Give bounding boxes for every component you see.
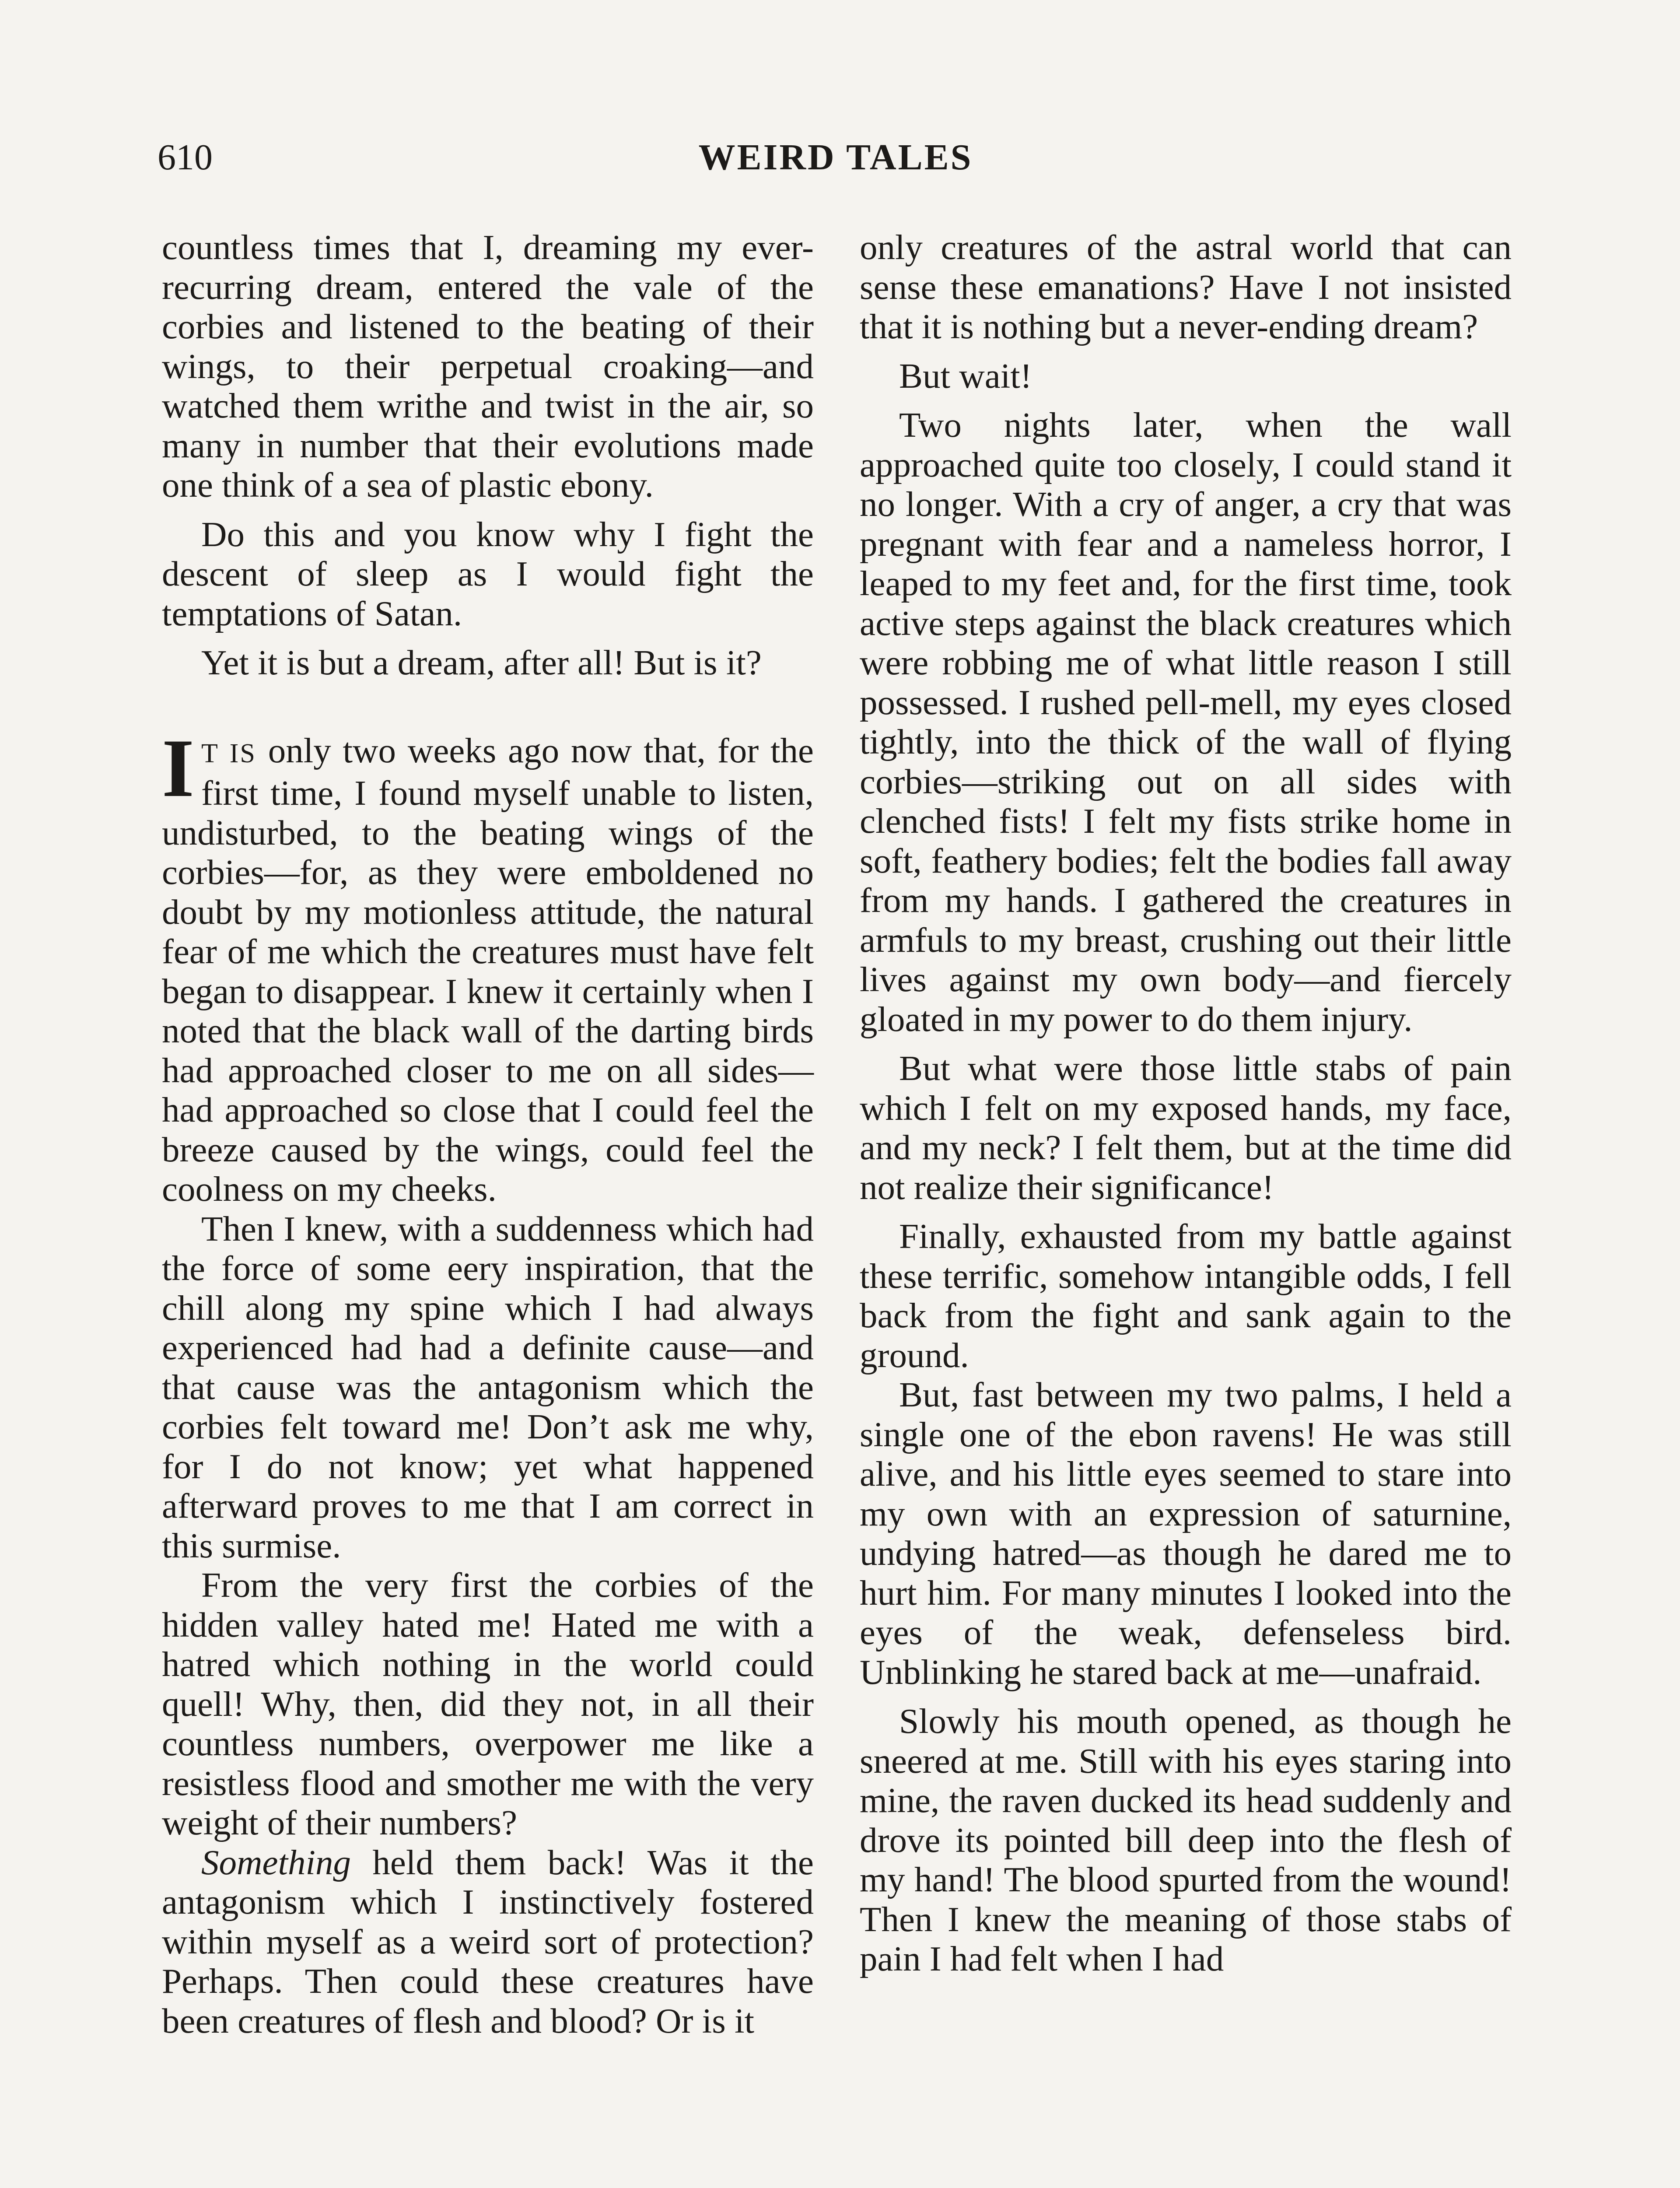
paragraph: Yet it is but a dream, after all! But is it? — [201, 643, 762, 682]
paragraph — [162, 1843, 814, 2041]
paragraph-text: only two weeks ago now that, for the first time, I found myself unable to listen, undisturbed, to the beating wings of the corbies—for, as they were emboldened no doubt by my motionless attitude, the natural fear of me which the creatures must have felt began to disappear. I knew it certainly when I noted that the black wall of the darting birds had approached closer to me on all sides—had approached so close that I could feel the breeze caused by the wings, could feel the coolness on my cheeks. — [162, 730, 814, 1209]
paragraph: From the very first the corbies of the hidden valley hated me! Hated me with a hatred which nothing in the world could quell! Why, then, did they not, in all their countless numbers, overpower me like a resistless flood and smother me with the very weight of their numbers? — [162, 1565, 814, 1842]
paragraph: only creatures of the astral world that can sense these emanations? Have I not insisted that it is nothing but a never-ending dream? — [860, 228, 1512, 346]
paragraph: Finally, exhausted from my battle against these terrific, somehow intangible odds, I fell back from the fight and sank again to the ground. — [860, 1217, 1512, 1375]
paragraph: Two nights later, when the wall approached quite too closely, I could stand it no longer. With a cry of anger, a cry that was pregnant with fear and a nameless horror, I leaped to my feet and, for the first time, took active steps against the black creatures which were robbing me of what little reason I still possessed. I rushed pell-mell, my eyes closed tightly, into the thick of the wall of flying corbies—striking out on all sides with clenched fists! I felt my fists strike home in soft, feathery bodies; felt the bodies fall away from my hands. I gathered the creatures in armfuls to my breast, crushing out their little lives against my own body—and fiercely gloated in my power to do them injury. — [860, 405, 1512, 1039]
running-title: WEIRD TALES — [698, 137, 973, 178]
paragraph: countless times that I, dreaming my ever-recurring dream, entered the vale of the corbies and listened to the beating of their wings, to their perpetual croaking—and watched them writhe and twist in the air, so many in number that their evolutions made one think of a sea of plastic ebony. — [162, 228, 814, 505]
paragraph-text: held them back! Was it the antagonism which I instinctively fostered within myself as a weird sort of protection? Perhaps. Then could these creatures have been creatures of flesh and blood? Or is it — [162, 1842, 814, 2041]
paragraph: Then I knew, with a suddenness which had the force of some eery inspiration, that the chill along my spine which I had always experienced had had a definite cause—and that cause was the antagonism which the corbies felt toward me! Don’t ask me why, for I do not know; yet what happened afterward proves to me that I am correct in this surmise. — [162, 1209, 814, 1565]
section-opening-paragraph — [162, 722, 814, 1209]
page-header — [158, 131, 1514, 184]
paragraph: But what were those little stabs of pain which I felt on my exposed hands, my face, and my neck? I felt them, but at the time did not realize their significance! — [860, 1048, 1512, 1207]
drop-cap: I — [162, 722, 194, 814]
right-column — [860, 228, 1512, 1979]
paragraph: But wait! — [899, 356, 1032, 396]
italic-word: Something — [201, 1842, 351, 1882]
paragraph: Slowly his mouth opened, as though he sneered at me. Still with his eyes staring into mine, the raven ducked its head suddenly and drove its pointed bill deep into the flesh of my hand! The blood spurted from the wound! Then I knew the meaning of those stabs of pain I had felt when I had — [860, 1701, 1512, 1978]
page-number: 610 — [158, 137, 213, 178]
paragraph: Do this and you know why I fight the descent of sleep as I would fight the temptations of Satan. — [162, 514, 814, 633]
paragraph: But, fast between my two palms, I held a single one of the ebon ravens! He was still alive, and his little eyes seemed to stare into my own with an expression of saturnine, undying hatred—as though he dared me to hurt him. For many minutes I looked into the eyes of the weak, defenseless bird. Unblinking he stared back at me—unafraid. — [860, 1375, 1512, 1692]
left-column — [162, 228, 814, 2041]
small-caps-lead: T IS — [201, 738, 256, 768]
